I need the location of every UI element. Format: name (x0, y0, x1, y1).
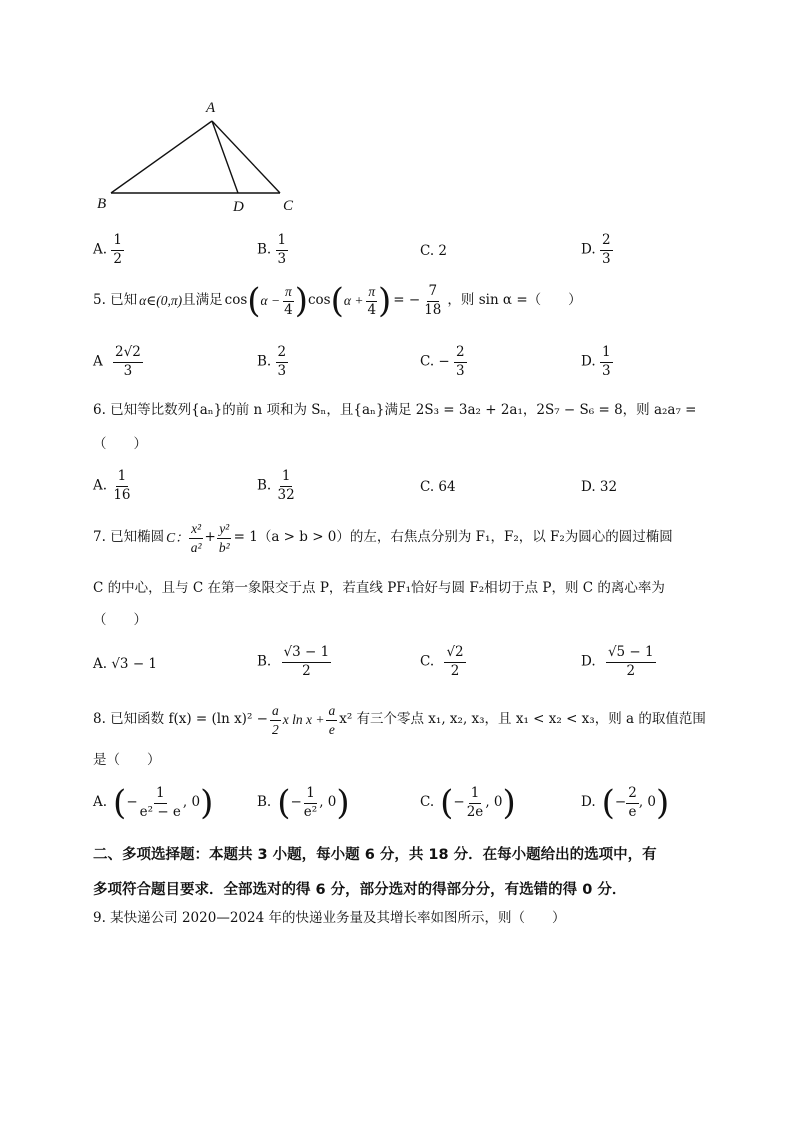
denominator: 32 (277, 486, 295, 503)
denominator: e (628, 803, 637, 820)
option-tail: , 0 (485, 794, 503, 811)
numerator: 1 (111, 234, 124, 251)
option-label: B. (257, 477, 272, 494)
side-ac (212, 121, 280, 193)
numerator: 1 (276, 234, 289, 251)
option-label: C. (420, 794, 435, 811)
paren-close: ) (294, 281, 308, 321)
denominator: 2 (450, 662, 460, 679)
q7-option-d[interactable] (581, 646, 656, 678)
option-label: B. (257, 241, 272, 258)
numerator: π (283, 285, 294, 302)
vertex-b-label: B (97, 196, 107, 212)
denominator: 3 (601, 250, 611, 267)
paren-close: ) (378, 281, 392, 321)
denominator: e (328, 721, 335, 737)
numerator: 1 (600, 346, 613, 363)
q5-question (93, 281, 582, 321)
q7-prefix: 7. 已知椭圆 (93, 529, 165, 546)
q4-option-c[interactable]: C. 2 (420, 243, 448, 259)
q6-option-c[interactable]: C. 64 (420, 479, 456, 495)
vertex-c-label: C (283, 198, 294, 214)
q7-plus: + (204, 529, 216, 546)
q7-option-c[interactable] (420, 646, 466, 678)
q7-option-a[interactable]: A. √3 − 1 (93, 656, 158, 672)
option-label: B. (257, 353, 272, 370)
q5-middle: 且满足 (182, 292, 223, 309)
paren-close: ) (200, 783, 214, 823)
q6-question-line1: 6. 已知等比数列{aₙ}的前 n 项和为 Sₙ，且{aₙ}满足 2S₃ = 3a₂ + 2a₁，2S₇ − S₆ = 8，则 a₂a₇ = (93, 402, 697, 418)
q8-question-line2: 是（ ） (93, 752, 161, 768)
numerator: 1 (280, 470, 293, 487)
denominator: 3 (277, 362, 287, 379)
denominator: 2 (302, 662, 311, 679)
q5-prefix: 5. 已知 (93, 292, 138, 309)
q6-option-b[interactable] (257, 470, 297, 502)
paren-open: ( (113, 783, 127, 823)
paren-close: ) (336, 783, 350, 823)
numerator: y² (217, 522, 231, 539)
q8-prefix: 8. 已知函数 f(x) = (ln x)² − (93, 711, 268, 728)
option-label: D. (581, 353, 596, 370)
option-label: D. (581, 794, 596, 811)
numerator: x² (189, 522, 203, 539)
segment-ad (212, 121, 238, 193)
q5-equals: = − (393, 292, 421, 309)
q8-option-c[interactable]: C. ( − $\frac{1}{2e}$ , 0 ) (420, 783, 516, 823)
paren-close: ) (502, 783, 516, 823)
triangle-figure (0, 0, 794, 230)
numerator: √2 (444, 646, 465, 663)
side-ab (111, 121, 212, 193)
denominator: 3 (601, 362, 611, 379)
numerator: a (326, 704, 337, 721)
q7-question-line2: C 的中心，且与 C 在第一象限交于点 P，若直线 PF₁恰好与圆 F₂相切于点 P，则 C 的离心率为 (93, 580, 665, 596)
q5-alpha-minus: α − (260, 293, 281, 309)
q5-alpha-range: α∈(0,π) (139, 293, 183, 309)
denominator: 2 (271, 721, 279, 737)
denominator: 4 (284, 301, 293, 318)
q8-option-a[interactable]: A. ( − $\frac{1}{\text{e² − e}}$ , 0 ) (93, 783, 214, 823)
q8-mid: x ln x + (282, 712, 325, 728)
q7-rest: = 1（a > b > 0）的左，右焦点分别为 F₁，F₂，以 F₂为圆心的圆过椭圆 (233, 529, 673, 546)
numerator: 1 (116, 470, 129, 487)
q5-suffix: ，则 sin α =（ ） (447, 292, 582, 309)
option-label: A (93, 353, 103, 370)
numerator: 2 (276, 346, 289, 363)
q5-cos1: cos (224, 292, 248, 309)
paren-open: ( (277, 783, 291, 823)
q8-option-d[interactable]: D. ( − $\frac{2}{e}$ , 0 ) (581, 783, 670, 823)
q8-suffix: x² 有三个零点 x₁, x₂, x₃，且 x₁ < x₂ < x₃，则 a 的取值范围 (339, 711, 706, 728)
option-label: A. (93, 794, 108, 811)
numerator: 1 (154, 787, 167, 804)
numerator: a (270, 704, 281, 721)
paren-open: ( (330, 281, 344, 321)
numerator: 1 (304, 787, 317, 804)
q4-option-a[interactable] (93, 234, 124, 266)
denominator: 4 (367, 301, 377, 318)
q5-option-b[interactable] (257, 346, 288, 378)
paren-open: ( (247, 281, 261, 321)
denominator: 2 (113, 250, 122, 267)
q5-option-c[interactable] (420, 346, 467, 378)
numerator: 2√2 (113, 346, 143, 363)
denominator: a² (190, 539, 202, 555)
numerator: 2 (626, 787, 639, 804)
denominator: 3 (123, 362, 133, 379)
q9-question: 9. 某快递公司 2020—2024 年的快递业务量及其增长率如图所示，则（ ） (93, 910, 566, 926)
q8-question-line1 (93, 704, 706, 736)
numerator: 1 (469, 787, 482, 804)
denominator: e² (303, 803, 318, 820)
numerator: π (366, 285, 377, 302)
q7-question-line1 (93, 522, 673, 554)
numerator: 2 (600, 234, 613, 251)
numerator: 2 (454, 346, 467, 363)
q5-option-d[interactable] (581, 346, 613, 378)
q7-c: C： (166, 530, 189, 546)
q5-cos2: cos (307, 292, 331, 309)
paren-open: ( (440, 783, 454, 823)
q5-option-a[interactable] (93, 346, 143, 378)
q6-question-line2: （ ） (93, 436, 147, 452)
option-label: B. (257, 794, 272, 811)
paren-close: ) (655, 783, 670, 823)
numerator: √3 − 1 (282, 646, 332, 663)
q7-option-b[interactable] (257, 646, 331, 678)
denominator: 3 (456, 362, 465, 379)
numerator: 7 (427, 285, 440, 302)
option-tail: , 0 (638, 794, 656, 811)
option-label: D. (581, 241, 596, 258)
q4-option-b[interactable] (257, 234, 288, 266)
denominator: 2 (626, 662, 636, 679)
option-tail: , 0 (319, 794, 337, 811)
q8-option-b[interactable]: B. ( − $\frac{1}{\text{e²}}$ , 0 ) (257, 783, 350, 823)
option-label: C. (420, 653, 435, 670)
option-label: A. (93, 477, 108, 494)
section-2-heading-line2: 多项符合题目要求．全部选对的得 6 分，部分选对的得部分分，有选错的得 0 分． (93, 882, 627, 898)
denominator: 18 (424, 301, 442, 318)
vertex-d-label: D (233, 199, 244, 215)
option-label: D. (581, 653, 596, 670)
denominator: 2e (466, 803, 484, 820)
q6-option-a[interactable] (93, 470, 133, 502)
q6-option-d[interactable]: D. 32 (581, 479, 618, 495)
denominator: 16 (113, 486, 131, 503)
option-label: A. (93, 241, 108, 258)
paren-open: ( (601, 783, 615, 823)
numerator: √5 − 1 (606, 646, 656, 663)
option-tail: , 0 (182, 794, 201, 811)
vertex-a-label: A (206, 100, 216, 116)
q4-option-d[interactable] (581, 234, 613, 266)
q7-question-line3: （ ） (93, 612, 147, 628)
q5-alpha-plus: α + (343, 293, 364, 309)
section-2-heading-line1: 二、多项选择题：本题共 3 小题，每小题 6 分，共 18 分．在每小题给出的选项中，有 (93, 847, 657, 863)
option-label: C. − (420, 353, 450, 370)
denominator: e² − e (139, 803, 181, 820)
denominator: 3 (277, 250, 287, 267)
denominator: b² (218, 539, 230, 555)
option-label: B. (257, 653, 272, 670)
